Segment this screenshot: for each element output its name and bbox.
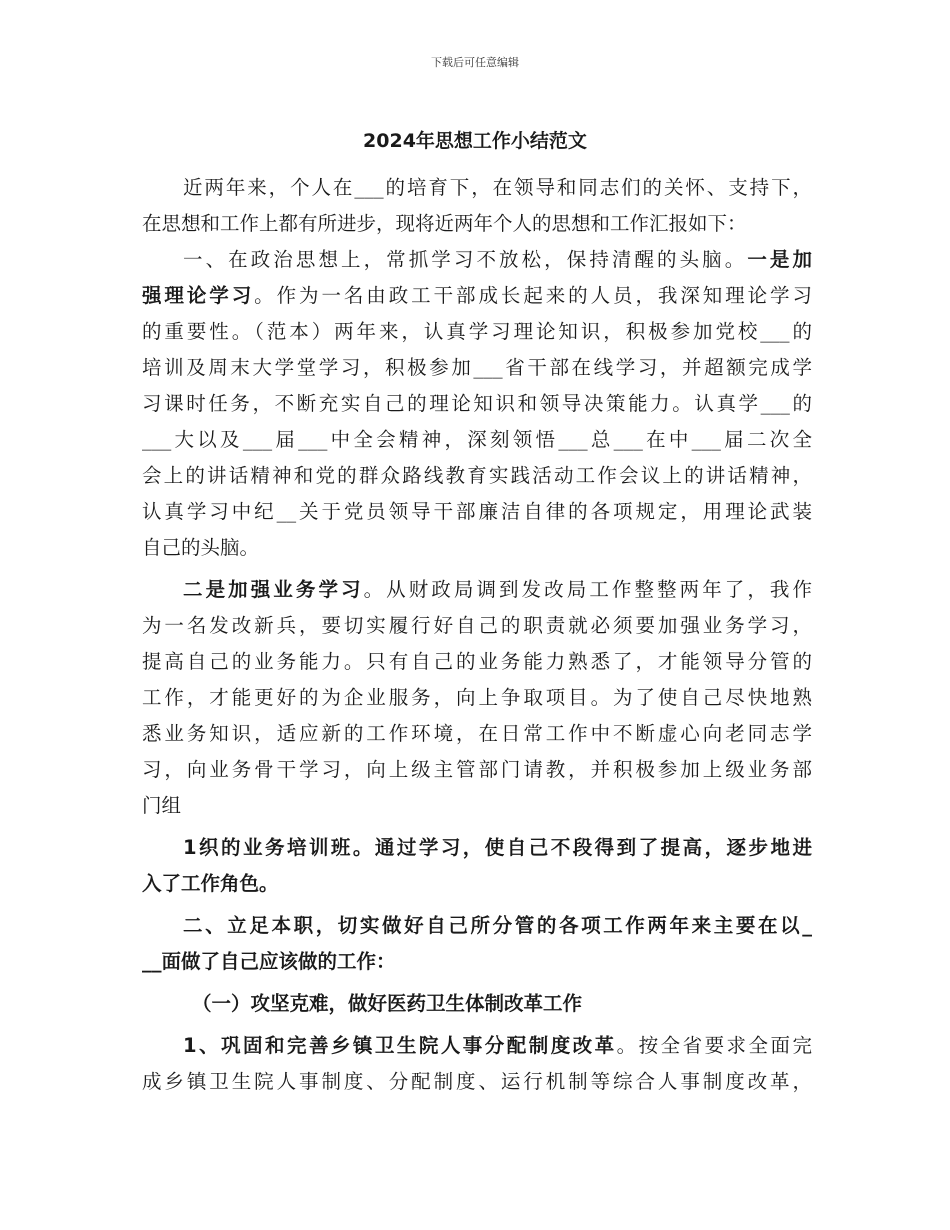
paragraph-3-line-5: 悉业务知识，适应新的工作环境，在日常工作中不断虚心向老同志学 [142,722,812,745]
paragraph-2-lead: 一、在政治思想上，常抓学习不放松，保持清醒的头脑。 [183,248,748,271]
paragraph-2-line-3: 的重要性。（范本）两年来，认真学习理论知识，积极参加党校___的 [142,320,812,343]
paragraph-2-line-2 [142,278,812,314]
paragraph-7-line-1-rest: 。按全省要求全面完 [616,1034,812,1057]
paragraph-4-line-1: 1织的业务培训班。通过学习，使自己不段得到了提高，逐步地进 [183,836,812,859]
paragraph-3-bold: 二是加强业务学习 [183,578,364,601]
paragraph-7-bold: 1、巩固和完善乡镇卫生院人事分配制度改革 [183,1034,617,1057]
document-body [142,170,812,1100]
paragraph-2-line-4: 培训及周末大学堂学习，积极参加___省干部在线学习，并超额完成学 [142,356,812,379]
paragraph-2-line-5: 习课时任务，不断充实自己的理论知识和领导决策能力。认真学___的 [142,392,812,415]
paragraph-2-line-1 [142,242,812,278]
paragraph-3-line-3: 提高自己的业务能力。只有自己的业务能力熟悉了，才能领导分管的 [142,650,812,673]
paragraph-7-line-1 [142,1028,812,1064]
paragraph-7-line-2: 成乡镇卫生院人事制度、分配制度、运行机制等综合人事制度改革， [142,1070,812,1093]
paragraph-3-line-4: 工作，才能更好的为企业服务，向上争取项目。为了使自己尽快地熟 [142,686,812,709]
paragraph-3-line-7: 门组 [142,794,182,817]
paragraph-1-line-2: 在思想和工作上都有所进步，现将近两年个人的思想和工作汇报如下： [142,212,747,235]
paragraph-5-line-2: __面做了自己应该做的工作： [142,950,396,973]
paragraph-2-line-7: 会上的讲话精神和党的群众路线教育实践活动工作会议上的讲话精神， [142,464,812,487]
paragraph-4-line-2: 入了工作角色。 [142,872,279,895]
paragraph-3-line-1-rest: 。从财政局调到发改局工作整整两年了，我作 [363,578,812,601]
page-header-note: 下载后可任意编辑 [431,56,519,69]
paragraph-2-bold-a: 一是加 [747,248,812,271]
paragraph-1-line-1: 近两年来，个人在___的培育下，在领导和同志们的关怀、支持下， [183,176,812,199]
paragraph-2-line-6: ___大以及___届___中全会精神，深刻领悟___总___在中___届二次全 [142,428,812,451]
paragraph-2-line-9: 自己的头脑。 [142,536,260,559]
paragraph-3-line-1 [142,572,812,608]
section-heading-1: （一）攻坚克难，做好医药卫生体制改革工作 [192,992,583,1015]
paragraph-2-line-2-rest: 。作为一名由政工干部成长起来的人员，我深知理论学习 [254,284,812,307]
paragraph-2-bold-b: 强理论学习 [142,284,255,307]
paragraph-5-line-1: 二、立足本职，切实做好自己所分管的各项工作两年来主要在以_ [183,914,812,937]
paragraph-3-line-6: 习，向业务骨干学习，向上级主管部门请教，并积极参加上级业务部 [142,758,812,781]
paragraph-3-line-2: 为一名发改新兵，要切实履行好自己的职责就必须要加强业务学习， [142,614,812,637]
document-title: 2024年思想工作小结范文 [363,130,587,152]
paragraph-2-line-8: 认真学习中纪__关于党员领导干部廉洁自律的各项规定，用理论武装 [142,500,812,523]
